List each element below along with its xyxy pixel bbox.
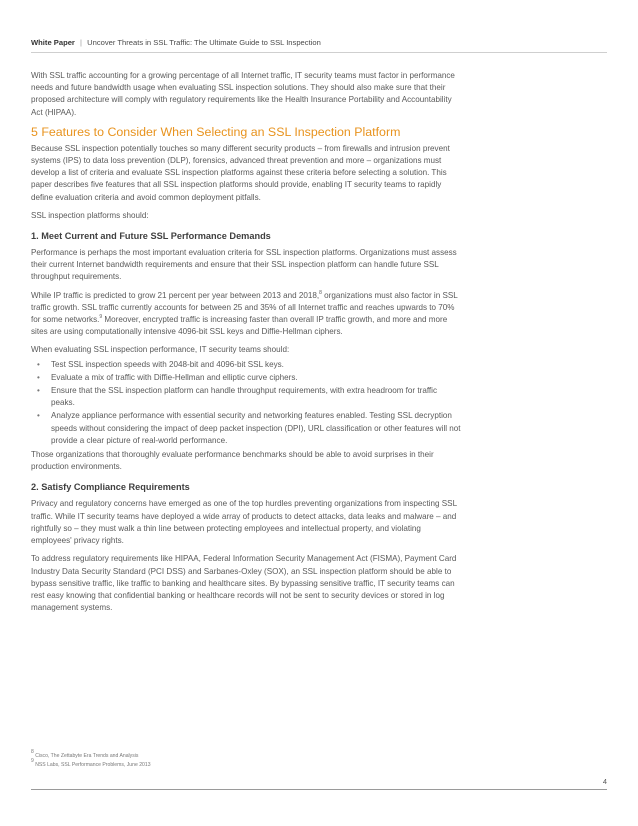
- feature1-p2-part1: While IP traffic is predicted to grow 21 percent per year between 2013 and 2018,: [31, 290, 320, 300]
- intro-paragraph: With SSL traffic accounting for a growing percentage of all Internet traffic, IT security teams must factor in performance needs and future bandwidth usage when evaluating SSL inspection solutions. They should also make sure that their proposed architecture will comply with regulatory requirements like the Health Insurance Portability and Accountability Act (HIPAA).: [31, 71, 455, 117]
- footnote-text: Cisco, The Zettabyte Era Trends and Analysis: [35, 753, 139, 759]
- header-separator: |: [80, 38, 82, 47]
- feature1-bullet-list: [31, 359, 461, 447]
- feature1-p2-part2: organizations must also factor in SSL traffic growth. SSL traffic currently accounts for between 25 and 35% of all Internet traffic and reaches upwards to 70% for some networks.: [31, 290, 458, 325]
- section-heading: 5 Features to Consider When Selecting an SSL Inspection Platform: [31, 124, 401, 139]
- header-doc-type: White Paper: [31, 38, 75, 47]
- feature1-closing: Those organizations that thoroughly evaluate performance benchmarks should be able to avoid surprises in their production environments.: [31, 450, 434, 472]
- bullet-text: Analyze appliance performance with essential security and networking features enabled. Testing SSL decryption speeds without considering the impact of deep packet inspection (DPI), URL classification or other features will not provide a clear picture of real-world performance.: [51, 411, 461, 445]
- list-item: [31, 372, 461, 384]
- list-item: [31, 359, 461, 371]
- page-header: [31, 38, 607, 47]
- header-divider: [31, 52, 607, 53]
- feature2-heading: 2. Satisfy Compliance Requirements: [31, 482, 190, 493]
- feature1-paragraph-1: Performance is perhaps the most important evaluation criteria for SSL inspection platforms. Organizations must assess their current Internet bandwidth requirements and ensure that their SSL inspection platform can handle future SSL throughput requirements.: [31, 248, 457, 282]
- bullet-icon: •: [37, 372, 40, 382]
- footnote-ref-9: 9: [99, 314, 103, 321]
- bullet-icon: •: [37, 359, 40, 369]
- footnote-ref-8: 8: [319, 289, 322, 296]
- list-item: [31, 385, 461, 409]
- feature1-lead: When evaluating SSL inspection performance, IT security teams should:: [31, 345, 290, 355]
- feature1-paragraph-2: [31, 290, 461, 339]
- main-content: [31, 70, 461, 620]
- header-title: Uncover Threats in SSL Traffic: The Ultimate Guide to SSL Inspection: [87, 38, 321, 47]
- bullet-text: Evaluate a mix of traffic with Diffie-Hellman and elliptic curve ciphers.: [51, 372, 298, 382]
- footnote-8: [31, 749, 331, 761]
- feature1-heading: 1. Meet Current and Future SSL Performance Demands: [31, 231, 271, 242]
- footnotes: [31, 749, 331, 769]
- list-item: [31, 410, 461, 447]
- bullet-icon: •: [37, 411, 40, 421]
- footnote-9: [31, 757, 331, 770]
- feature1-p2-part3: Moreover, encrypted traffic is increasing faster than overall IP traffic growth, and more and more sites are using computationally intensive 4096-bit SSL keys and Diffie-Hellman ciphers.: [31, 315, 448, 337]
- bullet-text: Ensure that the SSL inspection platform can handle throughput requirements, with extra headroom for traffic peaks.: [51, 386, 438, 408]
- footnote-text: NSS Labs, SSL Performance Problems, June 2013: [35, 761, 151, 768]
- footer-divider: [31, 789, 607, 790]
- footnote-number: 9: [31, 757, 34, 764]
- section-lead: SSL inspection platforms should:: [31, 210, 149, 220]
- footnote-number: 8: [31, 749, 34, 755]
- page-number: 4: [602, 777, 607, 786]
- bullet-text: Test SSL inspection speeds with 2048-bit and 4096-bit SSL keys.: [51, 359, 284, 369]
- bullet-icon: •: [37, 386, 40, 396]
- feature2-paragraph-1: Privacy and regulatory concerns have emerged as one of the top hurdles preventing organizations from inspecting SSL traffic. While IT security teams have deployed a wide array of products to detect attacks, data leaks and malware – and rightfully so – they must walk a thin line between protecting employees and intellectual property, and violating employees' privacy rights.: [31, 499, 457, 546]
- section-paragraph: Because SSL inspection potentially touches so many different security products – from firewalls and intrusion prevent systems (IPS) to data loss prevention (DLP), forensics, advanced threat prevention and more – organizations must develop a list of criteria and evaluate SSL inspection platforms against these criteria before selecting a solution. This paper describes five features that all SSL inspection platforms should provide, enabling IT security teams to rapidly define evaluation criteria and avoid common deployment pitfalls.: [31, 143, 450, 202]
- feature2-paragraph-2: To address regulatory requirements like HIPAA, Federal Information Security Management Act (FISMA), Payment Card Industry Data Security Standard (PCI DSS) and Sarbanes-Oxley (SOX), an SSL inspection platform should be able to bypass sensitive traffic, like traffic to banking and healthcare sites. By bypassing sensitive traffic, IT security teams can rest easy knowing that confidential banking or healthcare records will not be sent to security devices or stored in log management systems.: [31, 554, 457, 613]
